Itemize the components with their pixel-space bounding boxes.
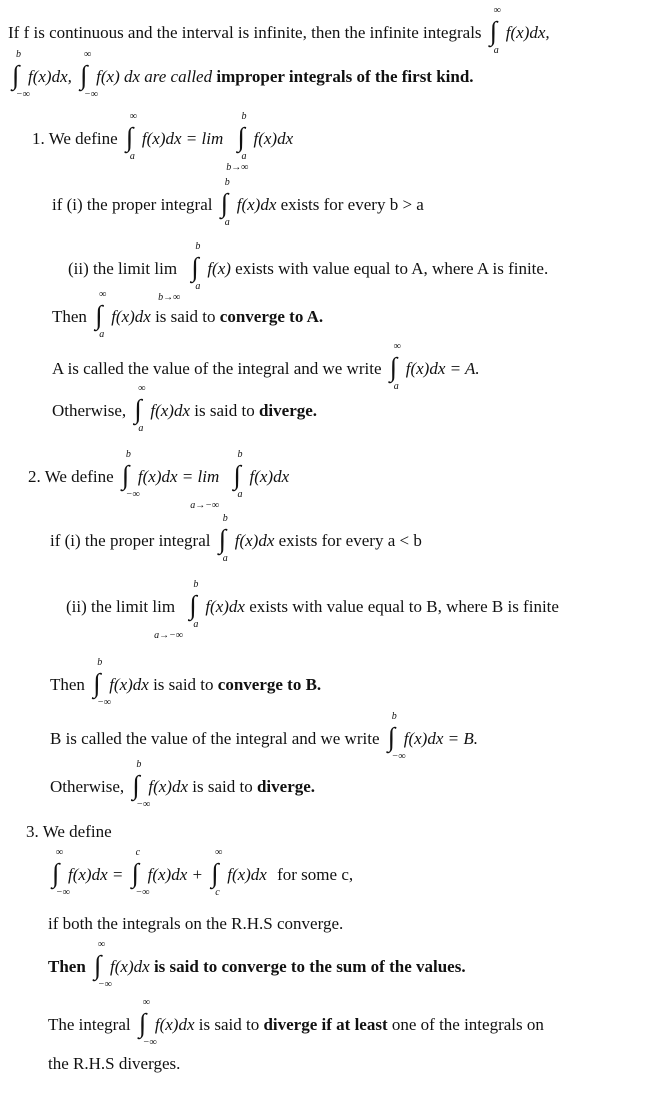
sec1-otherwise: Otherwise, ∫ ∞ a f(x)dx is said to diverge. [52,383,318,434]
sec2-otherwise: Otherwise, ∫ b −∞ f(x)dx is said to diverge. [50,759,316,810]
integral-sign: ∫ b a [233,449,243,500]
integral-sign: ∫ b −∞ [93,657,112,708]
sec2-definition: 2. We define ∫ b −∞ f(x)dx = lim a→−∞ ∫ b a f(x)dx [28,449,290,511]
intro-line-1: If f is continuous and the interval is infinite, then the infinite integrals ∫ ∞ a f(x)dx, [8,5,550,56]
integral-sign: ∫ b −∞ [12,49,30,100]
sec1-condition-2: (ii) the limit lim b→∞ ∫ b a f(x) exists with value equal to A, where A is finite. [68,241,549,303]
integral-sign: ∫ ∞ −∞ [94,939,112,990]
sec3-then: Then ∫ ∞ −∞ f(x)dx is said to converge to the sum of the values. [48,939,466,990]
integral-sign: ∫ ∞ −∞ [138,997,157,1048]
integral-sign: ∫ ∞ −∞ [52,847,70,898]
sec2-condition-1: if (i) the proper integral ∫ b a f(x)dx exists for every a < b [50,513,422,564]
integral-sign: ∫ b −∞ [132,759,151,810]
intro-line-2: ∫ b −∞ f(x)dx, ∫ ∞ −∞ f(x) dx are called improper integrals of the first kind. [12,49,474,100]
integral-sign: ∫ ∞ a [95,289,107,340]
integral-sign: ∫ ∞ a [489,5,501,56]
sec2-value: B is called the value of the integral and we write ∫ b −∞ f(x)dx = B. [50,711,478,762]
sec3-formula: ∫ ∞ −∞ f(x)dx = ∫ c −∞ f(x)dx + ∫ ∞ c f(x)dx for some c, [52,847,354,898]
integral-sign: ∫ c −∞ [131,847,150,898]
integral-sign: ∫ b −∞ [387,711,406,762]
integral-sign: ∫ ∞ −∞ [80,49,99,100]
integral-sign: ∫ b a [237,111,247,162]
sec1-value: A is called the value of the integral and we write ∫ ∞ a f(x)dx = A. [52,341,480,392]
integral-sign: ∫ ∞ a [389,341,401,392]
integral-sign: ∫ b a [218,513,228,564]
sec1-definition: 1. We define ∫ ∞ a f(x)dx = lim b→∞ ∫ b a f(x)dx [32,111,294,173]
integral-sign: ∫ ∞ a [134,383,146,434]
sec2-then: Then ∫ b −∞ f(x)dx is said to converge to B. [50,657,322,708]
integral-sign: ∫ ∞ a [125,111,138,162]
integral-sign: ∫ b a [191,241,201,292]
sec3-diverge-line-2: the R.H.S diverges. [48,1054,181,1073]
sec1-then: Then ∫ ∞ a f(x)dx is said to converge to A. [52,289,324,340]
sec1-condition-1: if (i) the proper integral ∫ b a f(x)dx exists for every b > a [52,177,424,228]
integral-sign: ∫ b a [189,579,199,630]
integral-sign: ∫ b a [220,177,230,228]
sec3-label: 3. We define [26,822,112,841]
sec3-diverge: The integral ∫ ∞ −∞ f(x)dx is said to diverge if at least one of the integrals on [48,997,544,1048]
integral-sign: ∫ ∞ c [211,847,223,898]
sec2-condition-2: (ii) the limit lim a→−∞ ∫ b a f(x)dx exists with value equal to B, where B is finite [66,579,559,641]
sec3-condition: if both the integrals on the R.H.S converge. [48,914,344,933]
integral-sign: ∫ b −∞ [121,449,140,500]
